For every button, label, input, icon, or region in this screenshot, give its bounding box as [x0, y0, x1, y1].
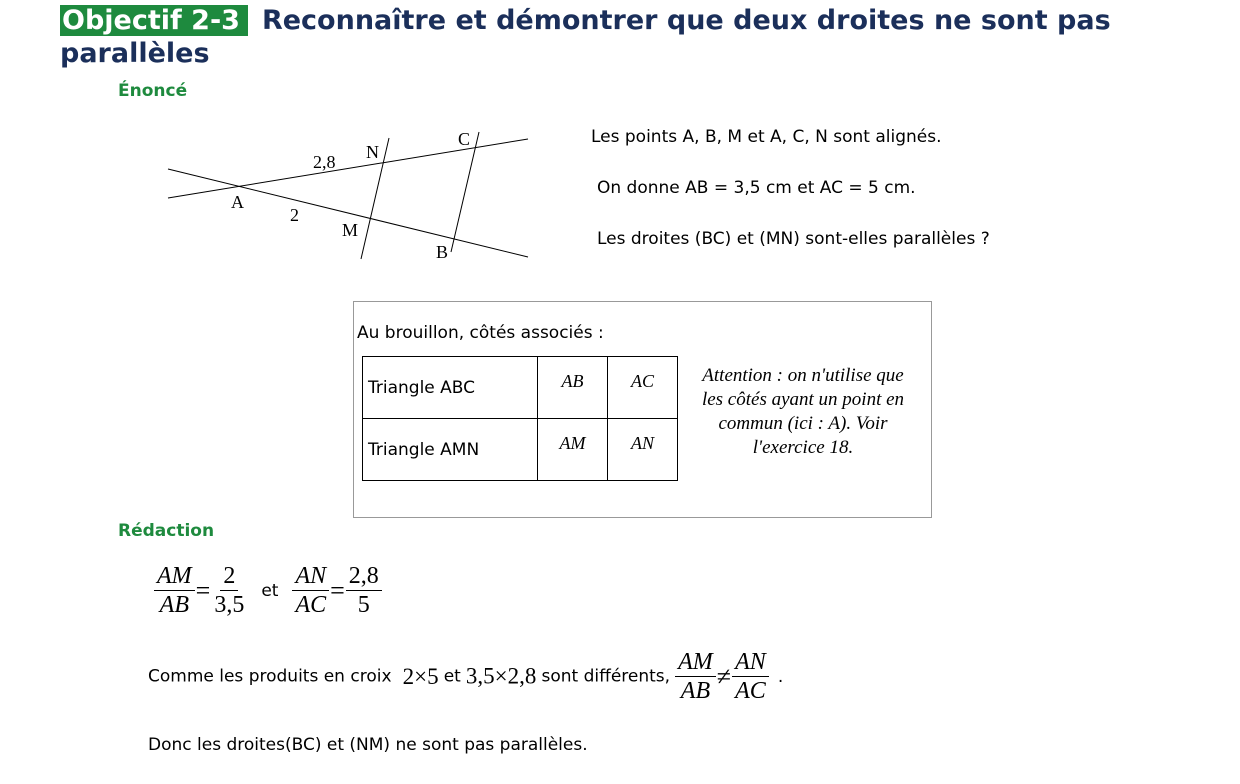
row-label: Triangle ABC — [363, 357, 538, 419]
line-ab — [168, 169, 528, 257]
product-2: 3,5×2,8 — [465, 663, 537, 689]
associated-sides-table — [362, 356, 678, 481]
row-label: Triangle AMN — [363, 419, 538, 481]
enonce-line-1: Les points A, B, M et A, C, N sont alignés. — [591, 127, 942, 147]
table-row — [363, 419, 678, 481]
label-b: B — [436, 242, 449, 262]
not-equal-sign: ≠ — [716, 661, 732, 691]
attention-line: les côtés ayant un point en — [701, 389, 905, 410]
table-row — [363, 357, 678, 419]
label-n: N — [366, 142, 379, 162]
fraction-am-ab: $\frac{AM}{AB}$ — [675, 648, 716, 705]
and-word: et — [261, 580, 279, 601]
fraction-value-2: $\frac{2,8}{5}$ — [346, 562, 382, 619]
brouillon-box — [353, 301, 932, 518]
table-cell: AM — [538, 419, 608, 481]
label-am-length: 2 — [290, 205, 299, 225]
enonce-heading: Énoncé — [118, 81, 188, 101]
conclusion: Donc les droites(BC) et (NM) ne sont pas parallèles. — [148, 735, 588, 755]
label-c: C — [458, 129, 471, 149]
enonce-line-2: On donne AB = 3,5 cm et AC = 5 cm. — [597, 178, 916, 198]
attention-line: Attention : on n'utilise que — [702, 365, 904, 386]
table-cell: AB — [538, 357, 608, 419]
attention-line: commun (ici : A). Voir — [718, 413, 888, 434]
cross-prefix: Comme les produits en croix — [148, 666, 392, 687]
table-cell: AN — [608, 419, 678, 481]
cross-mid: et — [443, 666, 461, 687]
fraction-value-1: $\frac{2}{3,5}$ — [214, 563, 245, 618]
redaction-heading: Rédaction — [118, 521, 215, 541]
fraction-an-ac: $\frac{AN}{AC}$ — [732, 648, 769, 705]
brouillon-heading: Au brouillon, côtés associés : — [357, 323, 604, 343]
line-ac — [168, 139, 528, 198]
label-m: M — [342, 220, 359, 240]
label-an-length: 2,8 — [313, 152, 336, 172]
fraction-am-ab: $\frac{AM}{AB}$ — [154, 562, 195, 619]
cross-suffix: sont différents, — [541, 666, 671, 687]
enonce-line-3: Les droites (BC) et (MN) sont-elles parallèles ? — [597, 229, 990, 249]
line-bc — [451, 132, 479, 252]
title-line2: parallèles — [60, 38, 210, 69]
equals-sign: = — [195, 575, 211, 605]
attention-note — [688, 364, 918, 460]
equals-sign: = — [330, 575, 345, 605]
attention-line: l'exercice 18. — [752, 437, 854, 458]
period: . — [777, 666, 784, 687]
cross-product-sentence — [148, 648, 783, 705]
product-1: 2×5 — [402, 663, 439, 689]
label-a: A — [231, 192, 244, 212]
table-cell: AC — [608, 357, 678, 419]
fraction-an-ac: $\frac{AN}{AC}$ — [292, 562, 329, 619]
title-line1: Reconnaître et démontrer que deux droites ne sont pas — [261, 5, 1111, 36]
ratio-equations — [154, 562, 382, 619]
page-title — [60, 4, 1160, 70]
objective-badge: Objectif 2-3 — [60, 5, 248, 36]
geometry-figure — [150, 120, 550, 270]
